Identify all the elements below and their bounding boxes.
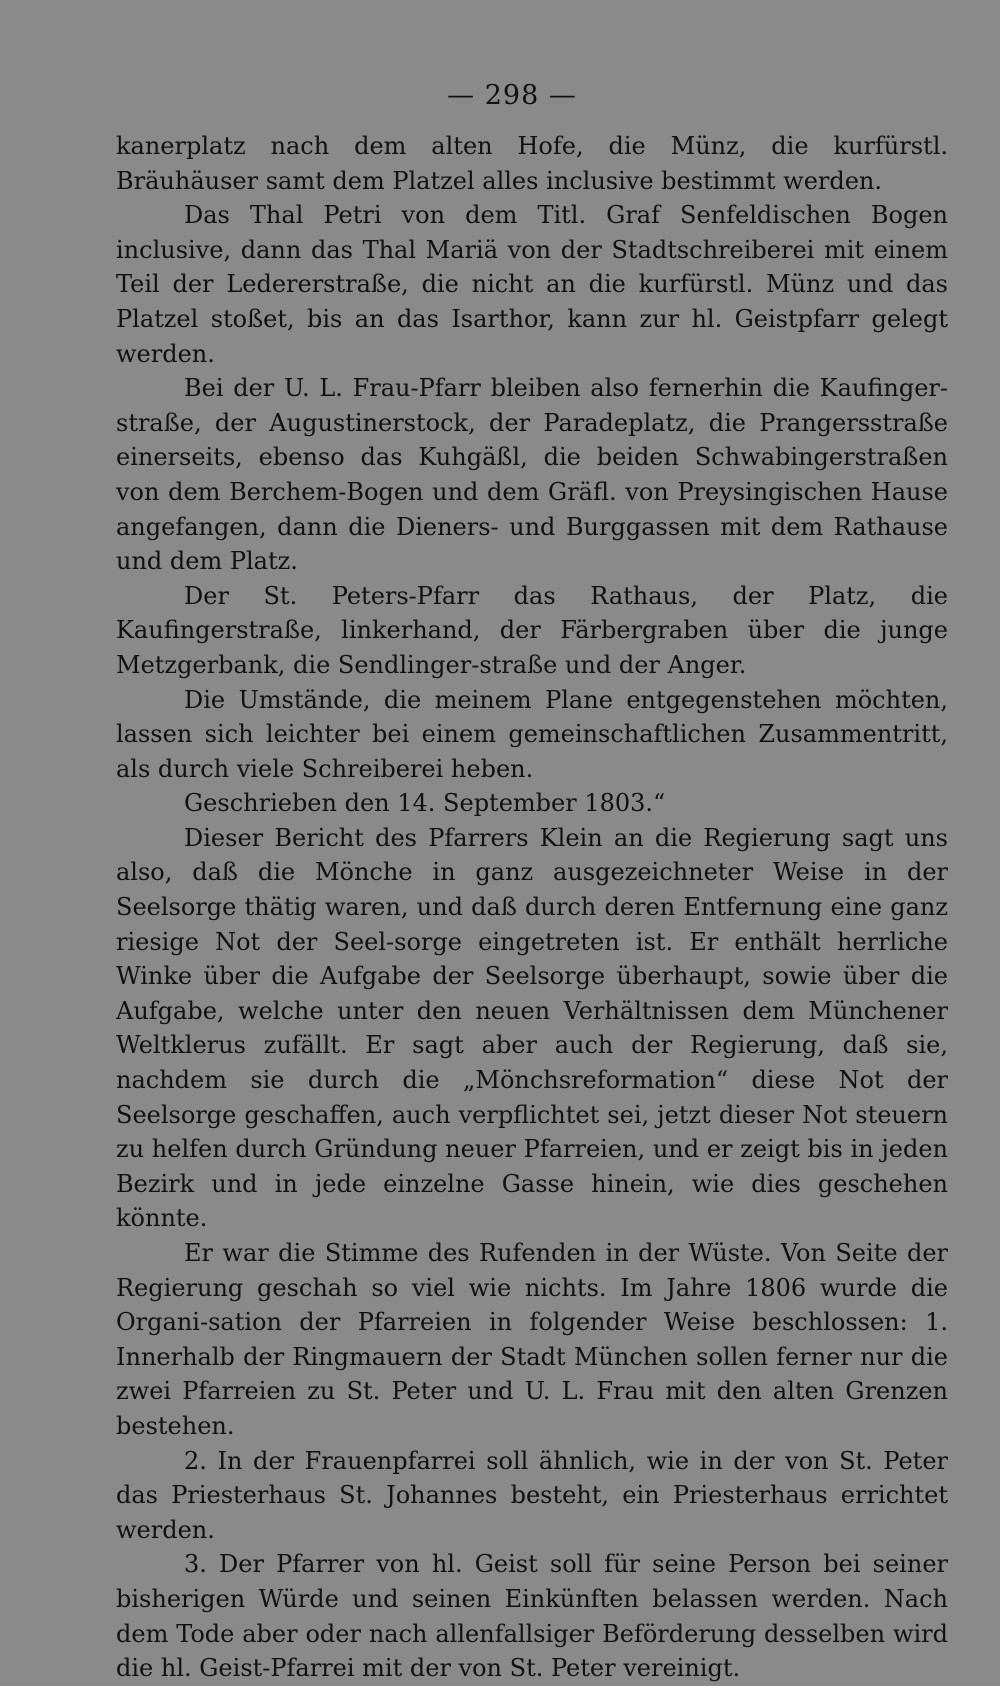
- paragraph-item-3: 3. Der Pfarrer von hl. Geist soll für seine Person bei seiner bisherigen Würde und seinen Einkünften belassen werden. Nach dem Tode aber oder nach allenfallsiger Beförderung desselben wird die hl. Geist-Pfarrei mit der von St. Peter vereinigt.: [116, 1550, 948, 1683]
- page-number: — 298 —: [447, 80, 577, 111]
- paragraph-frau-pfarr: Bei der U. L. Frau-Pfarr bleiben also fernerhin die Kaufinger-straße, der Augustinerstock, der Paradeplatz, die Prangersstraße einerseits, ebenso das Kuhgäßl, die beiden Schwabingerstraßen von dem Berchem-Bogen und dem Gräfl. von Preysingischen Hause angefangen, dann die Dieners- und Burggassen mit dem Rathause und dem Platz.: [116, 374, 948, 576]
- paragraph-bericht: Dieser Bericht des Pfarrers Klein an die Regierung sagt uns also, daß die Mönche in ganz ausgezeichneter Weise in der Seelsorge thätig waren, und daß durch deren Entfernung eine ganz riesige Not der Seel-sorge eingetreten ist. Er enthält herrliche Winke über die Aufgabe der Seelsorge überhaupt, sowie über die Aufgabe, welche unter den neuen Verhältnissen dem Münchener Weltklerus zufällt. Er sagt aber auch der Regierung, daß sie, nachdem sie durch die „Mönchsreformation“ diese Not der Seelsorge geschaffen, auch verpflichtet sei, jetzt dieser Not steuern zu helfen durch Gründung neuer Pfarreien, und er zeigt bis in jeden Bezirk und in jede einzelne Gasse hinein, wie dies geschehen könnte.: [116, 823, 948, 1233]
- paragraph-stimme: Er war die Stimme des Rufenden in der Wüste. Von Seite der Regierung geschah so viel wie nichts. Im Jahre 1806 wurde die Organi-sation der Pfarreien in folgender Weise beschlossen: 1. Innerhalb der Ringmauern der Stadt München sollen ferner nur die zwei Pfarreien zu St. Peter und U. L. Frau mit den alten Grenzen bestehen.: [116, 1239, 948, 1440]
- paragraph-thal-petri: Das Thal Petri von dem Titl. Graf Senfeldischen Bogen inclusive, dann das Thal Mariä von der Stadtschreiberei mit einem Teil der Ledererstraße, die nicht an die kurfürstl. Münz und das Platzel stoßet, bis an das Isarthor, kann zur hl. Geistpfarr gelegt werden.: [116, 201, 948, 368]
- paragraph-item-2: 2. In der Frauenpfarrei soll ähnlich, wie in der von St. Peter das Priesterhaus St. Johannes besteht, ein Priesterhaus errichtet werden.: [116, 1446, 948, 1544]
- paragraph-date: Geschrieben den 14. September 1803.“: [184, 789, 666, 818]
- paragraph-umstaende: Die Umstände, die meinem Plane entgegenstehen möchten, lassen sich leichter bei einem gemeinschaftlichen Zusammentritt, als durch viele Schreiberei heben.: [116, 685, 948, 783]
- paragraph-peters-pfarr: Der St. Peters-Pfarr das Rathaus, der Platz, die Kaufingerstraße, linkerhand, der Färbergraben über die junge Metzgerbank, die Sendlinger-straße und der Anger.: [116, 581, 948, 679]
- paragraph-continuation: kanerplatz nach dem alten Hofe, die Münz, die kurfürstl. Bräuhäuser samt dem Platzel alles inclusive bestimmt werden.: [116, 132, 948, 195]
